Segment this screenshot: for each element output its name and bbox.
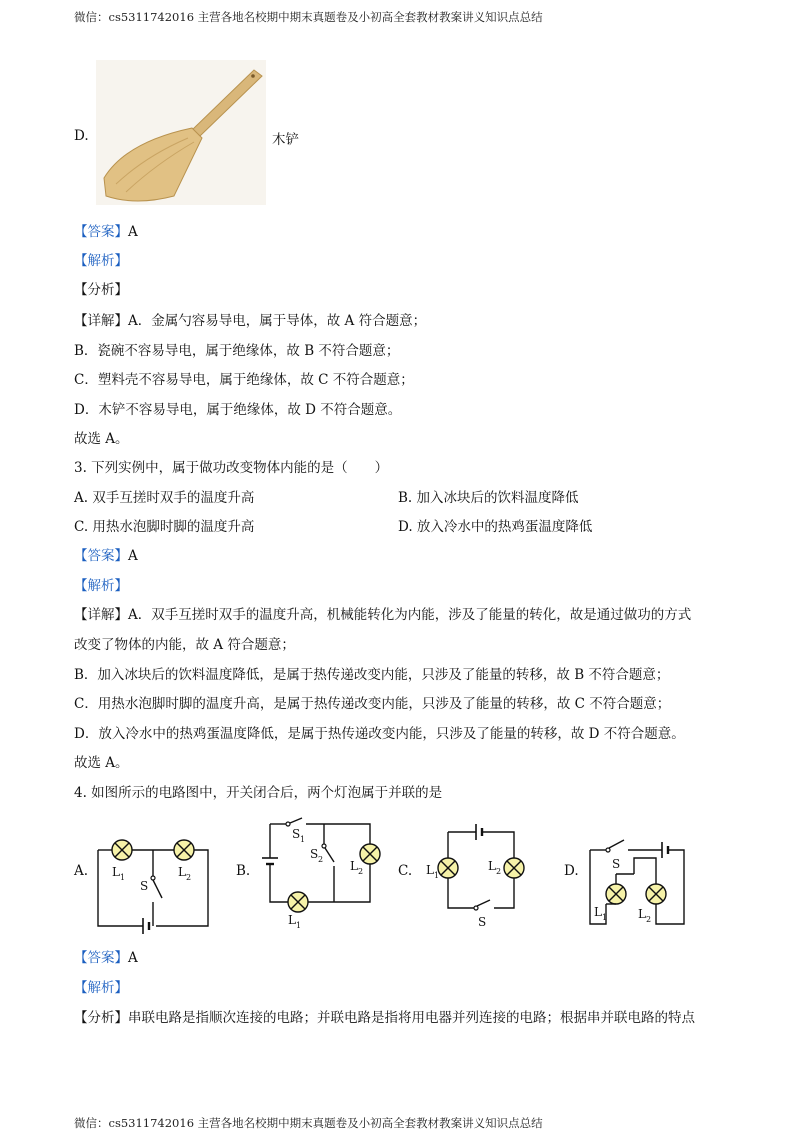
circuit-diagram-b [258,814,384,930]
q2-detail-b: B．瓷碗不容易导电，属于绝缘体，故 B 不符合题意； [74,343,400,359]
circuit-diagram-d [586,818,690,930]
svg-text:L: L [178,865,186,879]
svg-text:L: L [488,859,496,873]
q4-option-d-letter: D. [564,863,579,879]
q3-detail-c: C．用热水泡脚时脚的温度升高，是属于热传递改变内能，只涉及了能量的转移，故 C 不符合题意； [74,696,671,712]
svg-text:1: 1 [296,921,302,930]
q2-answer: A [128,224,138,240]
q4-option-b-letter: B. [236,863,251,879]
q3-option-a: A. 双手互搓时双手的温度升高 [74,490,255,506]
svg-text:2: 2 [496,867,502,876]
svg-text:2: 2 [186,873,192,882]
svg-text:1: 1 [434,871,440,880]
svg-text:1: 1 [120,873,126,882]
circuit-diagram-c [424,816,530,928]
q3-detail-tag: 【详解】 [74,607,128,623]
q3-answer: A [128,548,138,564]
q3-conclusion: 故选 A。 [74,755,129,771]
q2-detail-c: C．塑料壳不容易导电，属于绝缘体，故 C 不符合题意； [74,372,414,388]
svg-text:S: S [292,827,301,841]
svg-text:S: S [140,879,149,893]
svg-text:L: L [594,905,602,919]
q3-option-c: C. 用热水泡脚时脚的温度升高 [74,519,255,535]
option-d-caption: 木铲 [272,132,299,148]
q2-conclusion: 故选 A。 [74,431,129,447]
page-footer: 微信：cs5311742016 主营各地名校期中期末真题卷及小初高全套教材教案讲义知识点总结 [74,1116,543,1130]
svg-text:S: S [310,847,319,861]
q4-answer: A [128,950,138,966]
svg-text:S: S [612,857,621,871]
q3-detail-a2: 改变了物体的内能，故 A 符合题意； [74,637,295,653]
svg-text:L: L [350,859,358,873]
q3-option-b: B. 加入冰块后的饮料温度降低 [398,490,579,506]
q2-analysis-tag: 【解析】 [74,253,128,269]
svg-text:L: L [288,913,296,927]
q3-detail-d: D．放入冷水中的热鸡蛋温度降低，是属于热传递改变内能，只涉及了能量的转移，故 D 不符合题意。 [74,726,685,742]
q4-analysis-tag: 【解析】 [74,980,128,996]
q3-analysis-tag: 【解析】 [74,578,128,594]
q4-option-c-letter: C. [398,863,413,879]
page-header: 微信：cs5311742016 主营各地名校期中期末真题卷及小初高全套教材教案讲义知识点总结 [74,10,543,24]
svg-text:S: S [478,915,487,929]
q4-stem: 4. 如图所示的电路图中，开关闭合后，两个灯泡属于并联的是 [74,785,443,801]
q3-detail-b: B．加入冰块后的饮料温度降低，是属于热传递改变内能，只涉及了能量的转移，故 B 不符合题意； [74,667,670,683]
q4-fenxi-text: 串联电路是指顺次连接的电路；并联电路是指将用电器并列连接的电路；根据串并联电路的特点 [128,1010,695,1026]
svg-text:2: 2 [358,867,364,876]
q2-detail-a: A．金属勺容易导电，属于导体，故 A 符合题意； [128,313,427,329]
q4-answer-tag: 【答案】 [74,950,128,966]
svg-text:1: 1 [602,913,608,922]
wooden-spatula-image [96,60,266,205]
option-d-letter: D. [74,128,89,144]
svg-text:2: 2 [646,915,652,924]
q3-stem: 3. 下列实例中，属于做功改变物体内能的是（ ） [74,460,389,476]
q2-fenxi-tag: 【分析】 [74,282,128,298]
svg-text:2: 2 [318,855,324,864]
q3-detail-a1: A．双手互搓时双手的温度升高，机械能转化为内能，涉及了能量的转化，故是通过做功的方式 [128,607,692,623]
q3-answer-tag: 【答案】 [74,548,128,564]
q3-option-d: D. 放入冷水中的热鸡蛋温度降低 [398,519,593,535]
q2-detail-d: D．木铲不容易导电，属于绝缘体，故 D 不符合题意。 [74,402,402,418]
circuit-diagram-a [96,836,212,930]
svg-text:L: L [112,865,120,879]
q2-answer-tag: 【答案】 [74,224,128,240]
svg-text:1: 1 [300,835,306,844]
svg-text:L: L [426,863,434,877]
svg-text:L: L [638,907,646,921]
q4-option-a-letter: A. [74,863,89,879]
q2-detail-tag: 【详解】 [74,313,128,329]
q4-fenxi-tag: 【分析】 [74,1010,128,1026]
